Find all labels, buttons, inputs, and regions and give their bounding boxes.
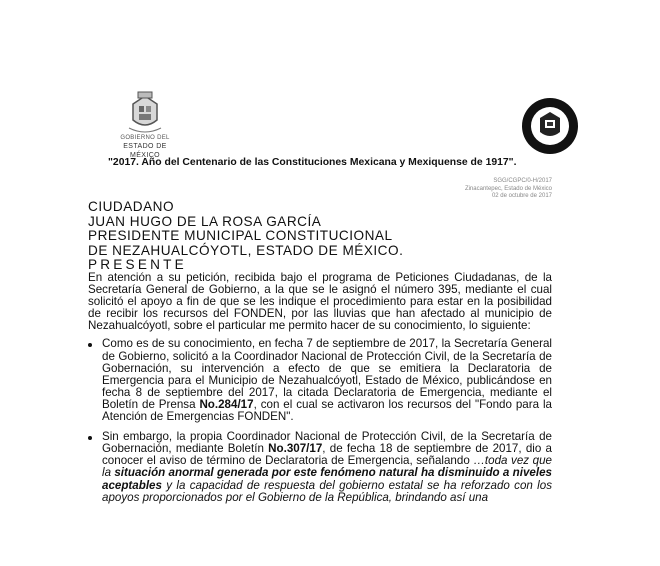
bullet1-text-end: , con el cual se activaron los recursos del "Fondo para la Atención de Emergencias FONDEN".	[102, 397, 552, 424]
institutional-motto: "2017. Año del Centenario de las Constituciones Mexicana y Mexiquense de 1917".	[108, 157, 517, 168]
bullet-item	[88, 431, 552, 504]
reference-block	[465, 178, 552, 201]
civil-protection-logo	[520, 96, 580, 156]
bullet2-quote-start: …toda vez que la	[102, 454, 552, 480]
state-seal-logo	[110, 90, 180, 160]
bulletin-number-307: No.307/17	[268, 442, 323, 456]
addressee-presente: PRESENTE	[88, 257, 187, 273]
bullet-item	[88, 338, 552, 423]
reference-place: Zinacantepec, Estado de México	[464, 185, 552, 192]
seal-caption: ESTADO DE MÉXICO	[123, 143, 167, 159]
addressee-block	[88, 200, 403, 273]
bullet-dot-icon	[88, 436, 92, 440]
bullet2-text-mid: , de fecha 18 de septiembre de 2017, dio a conocer el aviso de término de Declaratoria de Emergencia, señalando	[102, 442, 552, 468]
reference-date: 02 de octubre de 2017	[491, 193, 552, 199]
bullet2-quote-end: y la capacidad de respuesta del gobierno estatal se ha reforzado con los apoyos proporcionados por el Gobierno de la República, brindando así una	[102, 478, 552, 504]
seal-caption-top: GOBIERNO DEL	[120, 135, 170, 141]
letter-body	[88, 272, 552, 512]
intro-paragraph: En atención a su petición, recibida bajo el programa de Peticiones Ciudadanas, de la Secretaría General de Gobierno, a la que se le asignó el número 395, mediante el cual solicitó el apoyo a fin de que se les indique el procedimiento para estar en la posibilidad de recibir los recursos del FONDEN, por las lluvias que han afectado al municipio de Nezahualcóyotl, sobre el particular me permito hacer de su conocimiento, lo siguiente:	[88, 271, 552, 333]
addressee-salutation: CIUDADANO	[88, 199, 175, 214]
addressee-municipality: DE NEZAHUALCÓYOTL, ESTADO DE MÉXICO.	[88, 242, 404, 258]
bullet2-quote-bold: situación anormal generada por este fenómeno natural ha disminuido a niveles aceptables	[102, 466, 552, 492]
reference-number: SGG/CGPC/0-H/2017	[493, 178, 552, 184]
civil-protection-icon	[520, 96, 580, 156]
bulletin-number-284: No.284/17	[199, 397, 254, 411]
bullet-dot-icon	[88, 343, 92, 347]
bullet-list	[88, 338, 552, 503]
bullet2-text: Sin embargo, la propia Coordinador Nacional de Protección Civil, de la Secretaría de Gobernación, mediante Boletín	[102, 430, 552, 456]
addressee-name: JUAN HUGO DE LA ROSA GARCÍA	[88, 213, 322, 229]
bullet1-text: Como es de su conocimiento, en fecha 7 de septiembre de 2017, la Secretaría General de Gobierno, solicitó a la Coordinador Nacional de Protección Civil, de la Secretaría de Gobernación, su intervención a efecto de que se emitiera la Declaratoria de Emergencia para el Municipio de Nezahualcóyotl, Estado de México, publicándose en fecha 8 de septiembre del 2017, la citada Declaratoria de Emergencia, mediante el Boletín de Prensa	[102, 337, 552, 411]
addressee-title: PRESIDENTE MUNICIPAL CONSTITUCIONAL	[88, 228, 393, 244]
state-seal-icon	[125, 90, 165, 134]
